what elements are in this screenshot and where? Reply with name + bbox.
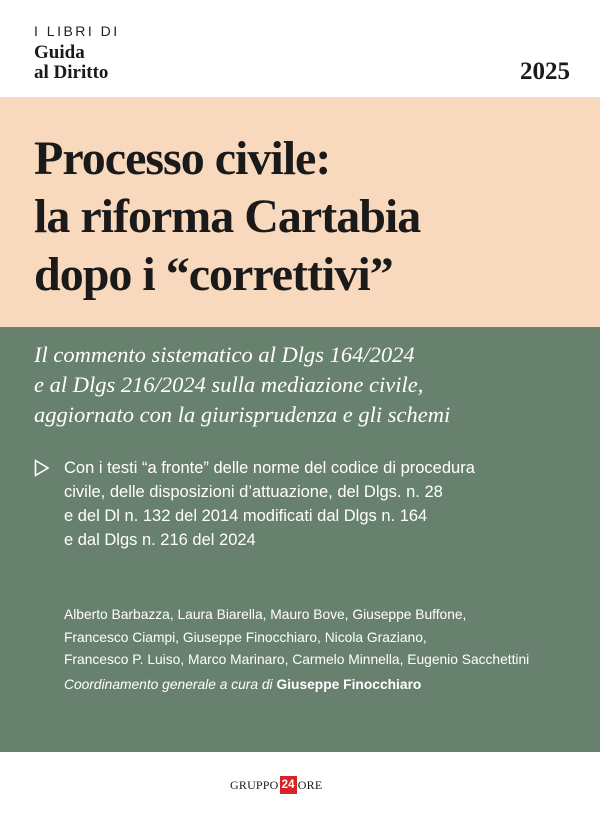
year: 2025 [520, 58, 570, 85]
bullet-line2: civile, delle disposizioni d’attuazione, del Dlgs. n. 28 [64, 483, 443, 501]
subtitle-line3: aggiornato con la giurisprudenza e gli schemi [34, 402, 451, 427]
authors-line1: Alberto Barbazza, Laura Biarella, Mauro Bove, Giuseppe Buffone, [64, 607, 467, 622]
authors [64, 604, 584, 672]
series-name [34, 43, 154, 83]
authors-line2: Francesco Ciampi, Giuseppe Finocchiaro, Nicola Graziano, [64, 629, 427, 645]
authors-line3: Francesco P. Luiso, Marco Marinaro, Carmelo Minnella, Eugenio Sacchettini [64, 652, 530, 667]
title-line1: Processo civile: [34, 132, 331, 185]
book-title [34, 130, 574, 304]
subtitle-line1: Il commento sistematico al Dlgs 164/2024 [34, 342, 415, 367]
subtitle-line2: e al Dlgs 216/2024 sulla mediazione civile, [34, 372, 424, 397]
bullet-line4: e dal Dlgs n. 216 del 2024 [64, 531, 256, 549]
series-label: I LIBRI DI [34, 23, 120, 39]
title-line2: la riforma Cartabia [34, 190, 421, 243]
title-line3: dopo i “correttivi” [34, 248, 393, 301]
header [0, 0, 600, 97]
series-name-line1: Guida [34, 42, 85, 63]
publisher-logo [230, 775, 322, 795]
series-name-line2: al Diritto [34, 62, 109, 83]
subtitle [34, 340, 594, 430]
publisher-suffix: ORE [297, 777, 323, 792]
coordination-role: Coordinamento generale a cura di [64, 677, 273, 692]
publisher-prefix: GRUPPO [230, 777, 279, 792]
bullet-line1: Con i testi “a fronte” delle norme del codice di procedura [64, 459, 475, 477]
bullet-line3: e del Dl n. 132 del 2014 modificati dal Dlgs n. 164 [64, 507, 428, 525]
bullet-text [64, 456, 584, 552]
coordination [64, 677, 584, 692]
triangle-right-icon [34, 459, 50, 477]
publisher-boxed: 24 [280, 776, 297, 794]
coordination-name: Giuseppe Finocchiaro [276, 677, 422, 692]
